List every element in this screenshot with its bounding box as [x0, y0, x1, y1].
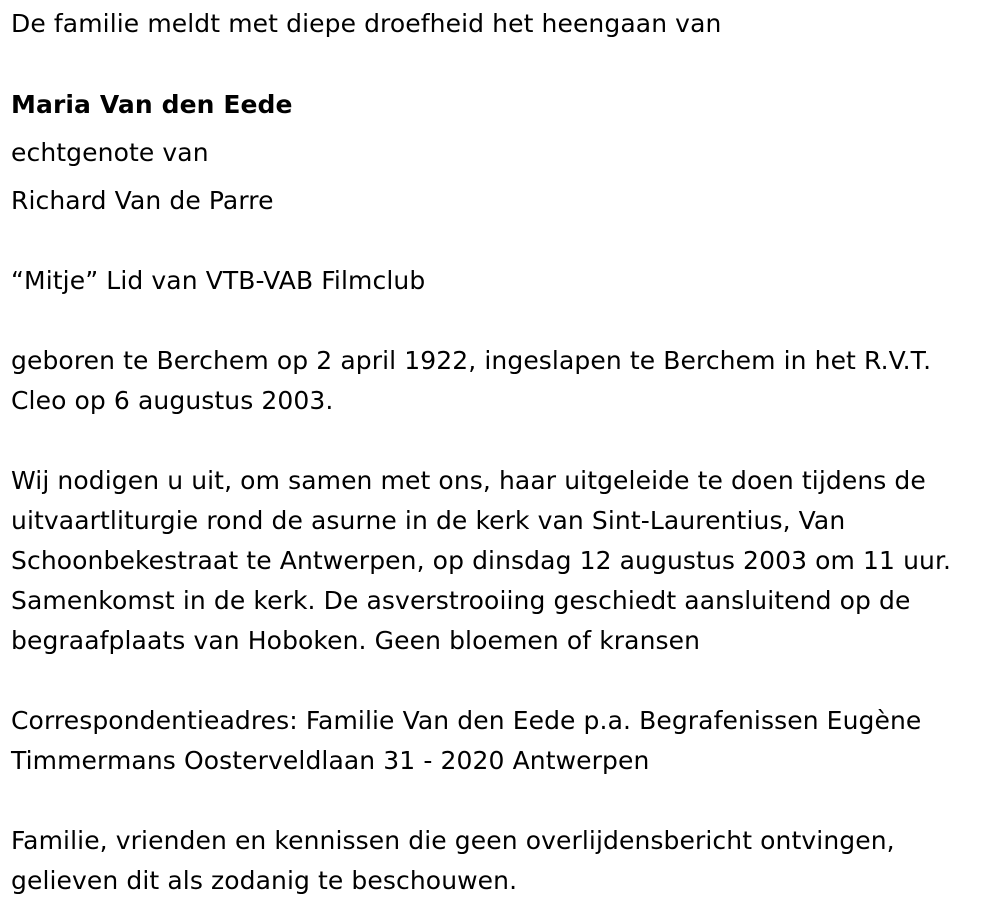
- birth-death-line-1: geboren te Berchem op 2 april 1922, ingeslapen te Berchem in het R.V.T.: [11, 346, 932, 375]
- invitation-line-5: begraafplaats van Hoboken. Geen bloemen of kransen: [11, 626, 701, 655]
- nickname-line: “Mitje” Lid van VTB-VAB Filmclub: [11, 266, 426, 295]
- intro-text: De familie meldt met diepe droefheid het heengaan van: [11, 9, 722, 38]
- spouse-name: Richard Van de Parre: [11, 186, 274, 215]
- invitation-line-2: uitvaartliturgie rond de asurne in de kerk van Sint-Laurentius, Van: [11, 506, 846, 535]
- invitation-line-1: Wij nodigen u uit, om samen met ons, haar uitgeleide te doen tijdens de: [11, 466, 926, 495]
- relation-text: echtgenote van: [11, 138, 209, 167]
- invitation-line-4: Samenkomst in de kerk. De asverstrooiing geschiedt aansluitend op de: [11, 586, 911, 615]
- closing-line-2: gelieven dit als zodanig te beschouwen.: [11, 866, 518, 895]
- birth-death-line-2: Cleo op 6 augustus 2003.: [11, 386, 334, 415]
- closing-line-1: Familie, vrienden en kennissen die geen overlijdensbericht ontvingen,: [11, 826, 895, 855]
- invitation-line-3: Schoonbekestraat te Antwerpen, op dinsdag 12 augustus 2003 om 11 uur.: [11, 546, 952, 575]
- correspondence-line-1: Correspondentieadres: Familie Van den Eede p.a. Begrafenissen Eugène: [11, 706, 922, 735]
- deceased-name: Maria Van den Eede: [11, 90, 293, 119]
- correspondence-line-2: Timmermans Oosterveldlaan 31 - 2020 Antwerpen: [11, 746, 650, 775]
